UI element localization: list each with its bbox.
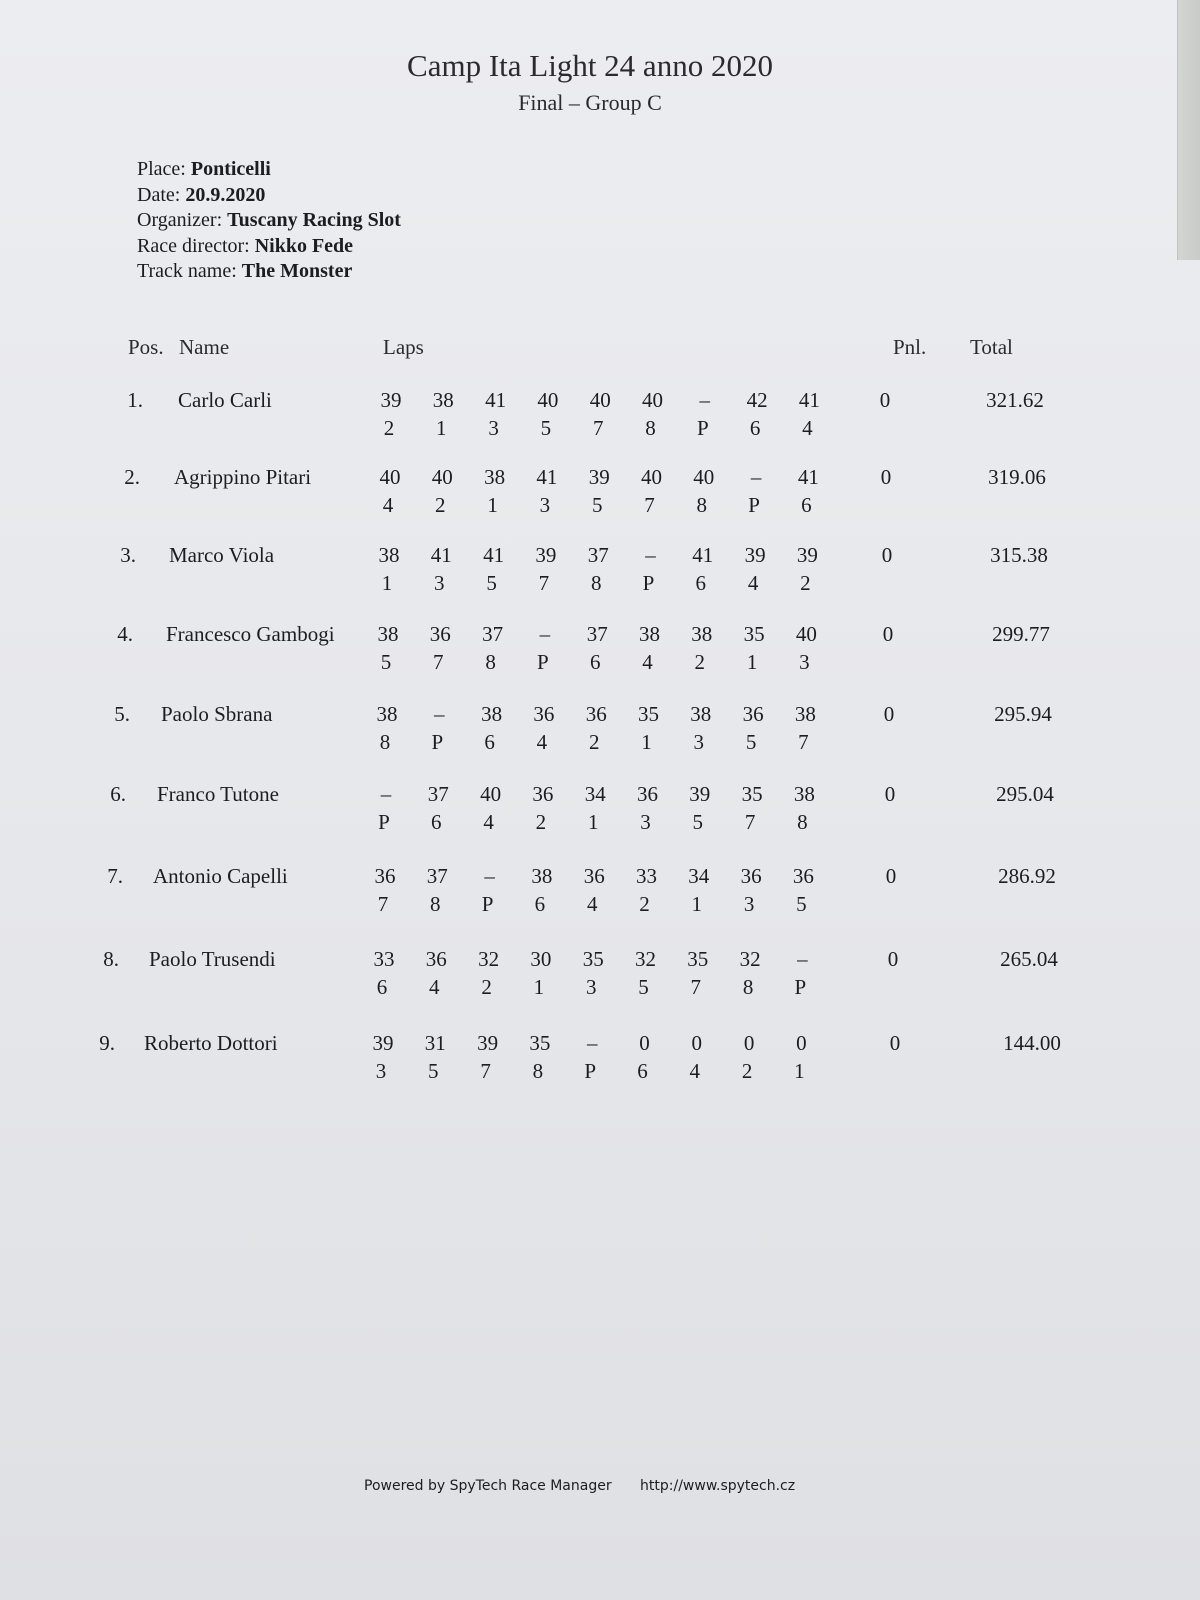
penalty: 0 (887, 947, 899, 971)
lap-count: 41 (692, 543, 714, 567)
lap-count: 37 (587, 543, 609, 567)
lane-number: 1 (587, 810, 599, 834)
lane-number: 8 (379, 730, 391, 754)
lap-count: 35 (687, 947, 709, 971)
paper-edge (1177, 0, 1200, 260)
lap-count: 33 (636, 864, 657, 888)
lane-number: 3 (640, 810, 651, 834)
penalty: 0 (879, 388, 891, 412)
lane-number: 8 (696, 493, 708, 517)
penalty: 0 (883, 702, 895, 726)
header-laps: Laps (383, 335, 424, 359)
total-score: 295.94 (994, 702, 1052, 726)
lane-number: 7 (690, 975, 702, 999)
lap-count: 35 (743, 622, 765, 646)
lap-count: 39 (744, 543, 766, 567)
lap-count: – (750, 465, 762, 489)
lane-number: 7 (744, 810, 756, 834)
lap-count: 38 (484, 465, 506, 489)
lane-number: P (537, 650, 549, 674)
lap-count: 32 (478, 947, 500, 971)
lane-number: 2 (435, 493, 446, 517)
lap-count: 40 (379, 465, 401, 489)
result-row (0, 543, 1180, 613)
lane-number: 1 (691, 892, 703, 916)
result-row (0, 702, 1180, 772)
lap-count: 33 (373, 947, 395, 971)
lap-count: 35 (638, 702, 659, 726)
lane-number: 5 (486, 571, 497, 595)
total-score: 321.62 (986, 388, 1044, 412)
lane-number: 8 (645, 416, 656, 440)
info-date: Date: 20.9.2020 (137, 183, 266, 206)
lap-count: 41 (430, 543, 452, 567)
lap-count: 39 (588, 465, 610, 489)
lane-number: 5 (745, 730, 757, 754)
lane-number: 6 (801, 493, 812, 517)
lane-number: 6 (589, 650, 601, 674)
lane-number: 3 (488, 416, 499, 440)
driver-name: Marco Viola (169, 543, 275, 567)
lap-count: 35 (529, 1031, 551, 1055)
lap-count: 38 (378, 543, 400, 567)
lap-count: 41 (797, 465, 819, 489)
lap-count: 40 (795, 622, 817, 646)
penalty: 0 (884, 782, 896, 806)
lane-number: P (748, 493, 760, 517)
lane-number: 7 (538, 571, 550, 595)
lane-number: 5 (796, 892, 807, 916)
driver-name: Paolo Sbrana (161, 702, 273, 726)
lap-count: 36 (374, 864, 396, 888)
penalty: 0 (885, 864, 897, 888)
lap-count: – (380, 782, 392, 806)
lane-number: 4 (689, 1059, 701, 1083)
lap-count: 41 (536, 465, 558, 489)
lap-count: 36 (533, 702, 555, 726)
lane-number: 2 (800, 571, 811, 595)
lap-count: 40 (537, 388, 559, 412)
lap-count: 40 (431, 465, 453, 489)
lane-number: 2 (481, 975, 492, 999)
driver-name: Carlo Carli (178, 388, 272, 412)
lap-count: 38 (793, 782, 815, 806)
lane-number: 4 (382, 493, 394, 517)
lane-number: 4 (586, 892, 598, 916)
lane-number: 7 (592, 416, 604, 440)
lap-count: 40 (480, 782, 502, 806)
lap-count: – (484, 864, 495, 888)
lap-count: 30 (530, 947, 552, 971)
result-row (0, 622, 1180, 692)
lane-number: P (642, 571, 655, 595)
lane-number: 7 (377, 892, 389, 916)
lane-number: 6 (431, 810, 442, 834)
lap-count: 39 (380, 388, 402, 412)
header-total: Total (970, 335, 1013, 359)
position: 8. (103, 947, 119, 971)
lane-number: 3 (539, 493, 551, 517)
lap-count: 41 (798, 388, 820, 412)
position: 4. (117, 622, 133, 646)
lane-number: 4 (536, 730, 548, 754)
lane-number: 7 (644, 493, 655, 517)
lane-number: 5 (591, 493, 603, 517)
driver-name: Paolo Trusendi (149, 947, 276, 971)
lane-number: 4 (429, 975, 440, 999)
driver-name: Roberto Dottori (144, 1031, 278, 1055)
total-score: 265.04 (1000, 947, 1058, 971)
lane-number: 2 (535, 810, 547, 834)
total-score: 286.92 (998, 864, 1056, 888)
lane-number: 6 (376, 975, 388, 999)
footer-powered-by: Powered by SpyTech Race Manager (364, 1478, 612, 1494)
total-score: 144.00 (1003, 1031, 1061, 1055)
lap-count: 41 (483, 543, 505, 567)
lane-number: 1 (641, 730, 652, 754)
lap-count: – (586, 1031, 598, 1055)
lane-number: 7 (480, 1059, 491, 1083)
lane-number: 5 (428, 1059, 439, 1083)
result-row (0, 782, 1180, 852)
lap-count: 37 (426, 864, 448, 888)
lane-number: 6 (695, 571, 707, 595)
result-row (0, 465, 1180, 535)
lane-number: 1 (746, 650, 758, 674)
lane-number: 8 (742, 975, 754, 999)
lap-count: 38 (794, 702, 816, 726)
lane-number: P (481, 892, 494, 916)
lane-number: 6 (637, 1059, 648, 1083)
lap-count: 38 (377, 622, 399, 646)
lane-number: 3 (375, 1059, 387, 1083)
penalty: 0 (881, 543, 893, 567)
lap-count: 35 (582, 947, 604, 971)
lane-number: 2 (639, 892, 650, 916)
total-score: 315.38 (990, 543, 1048, 567)
footer-url: http://www.spytech.cz (640, 1478, 796, 1494)
result-row (0, 947, 1180, 1017)
lap-count: 0 (691, 1031, 703, 1055)
result-row (0, 388, 1180, 458)
lane-number: 4 (747, 571, 759, 595)
driver-name: Antonio Capelli (153, 864, 288, 888)
position: 9. (99, 1031, 115, 1055)
lap-count: 0 (796, 1031, 807, 1055)
lap-count: 39 (477, 1031, 499, 1055)
lane-number: P (584, 1059, 597, 1083)
lap-count: 42 (746, 388, 768, 412)
lane-number: P (431, 730, 444, 754)
document-title: Camp Ita Light 24 anno 2020 (407, 48, 773, 83)
total-score: 319.06 (988, 465, 1046, 489)
result-row (0, 1031, 1180, 1101)
lap-count: 38 (690, 702, 712, 726)
lane-number: P (794, 975, 807, 999)
info-organizer: Organizer: Tuscany Racing Slot (137, 209, 401, 231)
lane-number: 2 (694, 650, 706, 674)
info-place: Place: Ponticelli (137, 158, 271, 180)
lane-number: 4 (802, 416, 813, 440)
penalty: 0 (889, 1031, 901, 1055)
lap-count: 0 (639, 1031, 650, 1055)
lane-number: 7 (433, 650, 444, 674)
position: 3. (120, 543, 136, 567)
lap-count: 39 (689, 782, 711, 806)
lap-count: 31 (424, 1031, 446, 1055)
lap-count: 36 (425, 947, 447, 971)
lap-count: 40 (693, 465, 715, 489)
lane-number: 8 (532, 1059, 544, 1083)
lane-number: 5 (692, 810, 704, 834)
position: 5. (114, 702, 130, 726)
lap-count: 38 (376, 702, 398, 726)
header-pos: Pos. (128, 335, 164, 359)
lane-number: P (378, 810, 390, 834)
lane-number: 4 (483, 810, 494, 834)
lap-count: – (434, 702, 445, 726)
lap-count: 38 (432, 388, 454, 412)
lap-count: 0 (743, 1031, 755, 1055)
lane-number: 8 (430, 892, 441, 916)
lap-count: 36 (429, 622, 451, 646)
lap-count: 37 (427, 782, 449, 806)
lap-count: 38 (639, 622, 660, 646)
penalty: 0 (882, 622, 894, 646)
lane-number: 5 (638, 975, 649, 999)
lap-count: 36 (792, 864, 814, 888)
lap-count: 35 (741, 782, 763, 806)
lap-count: – (645, 543, 656, 567)
lap-count: 34 (688, 864, 710, 888)
document-subtitle: Final – Group C (518, 90, 662, 115)
lane-number: 1 (436, 416, 447, 440)
lane-number: 7 (798, 730, 809, 754)
lane-number: 1 (381, 571, 393, 595)
lap-count: 36 (532, 782, 554, 806)
lane-number: 3 (799, 650, 810, 674)
lap-count: – (539, 622, 551, 646)
lane-number: 5 (540, 416, 552, 440)
lane-number: 1 (794, 1059, 805, 1083)
total-score: 295.04 (996, 782, 1054, 806)
lane-number: 1 (533, 975, 545, 999)
lane-number: 2 (383, 416, 395, 440)
info-race-director: Race director: Nikko Fede (137, 234, 354, 257)
lane-number: P (696, 416, 709, 440)
lap-count: 40 (641, 465, 662, 489)
lap-count: 38 (481, 702, 503, 726)
lane-number: 6 (534, 892, 546, 916)
lap-count: 32 (739, 947, 761, 971)
lap-count: 41 (485, 388, 507, 412)
lap-count: 36 (583, 864, 605, 888)
lane-number: 6 (749, 416, 761, 440)
lane-number: 2 (588, 730, 600, 754)
total-score: 299.77 (992, 622, 1050, 646)
lane-number: 8 (485, 650, 496, 674)
penalty: 0 (880, 465, 892, 489)
lap-count: 40 (642, 388, 663, 412)
lane-number: 3 (434, 571, 445, 595)
lane-number: 8 (797, 810, 808, 834)
lap-count: 38 (531, 864, 553, 888)
lap-count: 36 (740, 864, 762, 888)
lane-number: 5 (380, 650, 392, 674)
lane-number: 4 (642, 650, 653, 674)
lane-number: 3 (585, 975, 597, 999)
lap-count: 37 (586, 622, 608, 646)
position: 6. (110, 782, 126, 806)
lap-count: 39 (535, 543, 557, 567)
info-track-name: Track name: The Monster (137, 260, 353, 282)
position: 2. (124, 465, 140, 489)
lap-count: – (699, 388, 711, 412)
lap-count: 36 (742, 702, 764, 726)
lap-count: 39 (372, 1031, 394, 1055)
lap-count: – (797, 947, 808, 971)
lane-number: 3 (743, 892, 755, 916)
driver-name: Francesco Gambogi (166, 622, 335, 646)
header-pnl: Pnl. (893, 335, 927, 359)
lap-count: 36 (637, 782, 658, 806)
lap-count: 37 (482, 622, 504, 646)
lap-count: 34 (584, 782, 606, 806)
position: 1. (127, 388, 143, 412)
lane-number: 2 (741, 1059, 753, 1083)
footer (364, 1478, 795, 1494)
lane-number: 8 (590, 571, 602, 595)
race-info (137, 157, 401, 285)
lap-count: 38 (691, 622, 713, 646)
lane-number: 3 (693, 730, 705, 754)
lap-count: 39 (796, 543, 818, 567)
lap-count: 32 (635, 947, 656, 971)
lane-number: 1 (487, 493, 498, 517)
result-row (0, 864, 1180, 934)
lap-count: 36 (585, 702, 607, 726)
driver-name: Franco Tutone (157, 782, 279, 806)
lap-count: 40 (589, 388, 611, 412)
position: 7. (107, 864, 123, 888)
lane-number: 6 (484, 730, 495, 754)
driver-name: Agrippino Pitari (174, 465, 312, 489)
header-name: Name (179, 335, 230, 359)
